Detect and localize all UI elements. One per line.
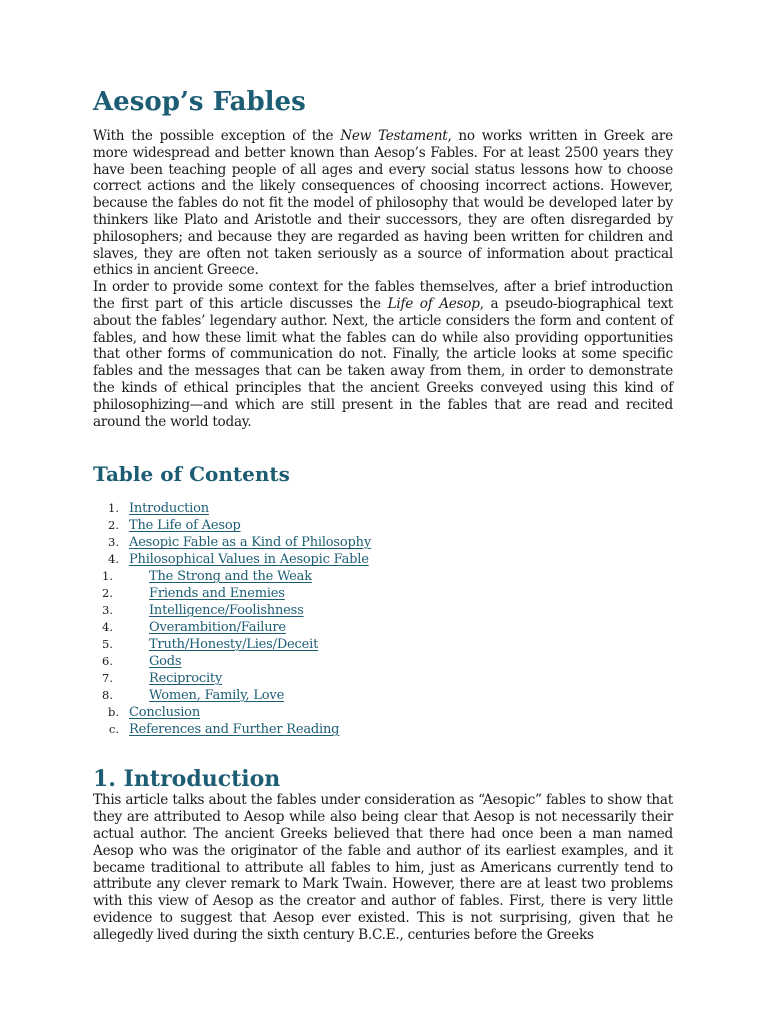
toc-item (93, 704, 673, 721)
toc-subitem (93, 636, 673, 653)
toc-link-friends-and-enemies[interactable]: Friends and Enemies (149, 586, 285, 602)
intro-paragraph-1 (93, 128, 673, 279)
toc-link-references[interactable]: References and Further Reading (129, 722, 340, 738)
intro-p1-text-a: With the possible exception of the (93, 128, 341, 144)
toc-link-conclusion[interactable]: Conclusion (129, 705, 200, 721)
toc-subitem (93, 602, 673, 619)
intro-p1-text-b: , no works written in Greek are more widespread and better known than Aesop’s Fables. For at least 2500 years they have been teaching people of all ages and every social status lessons how to choose correct actions and the likely consequences of choosing incorrect actions. However, because the fables do not fit the model of philosophy that would be developed later by thinkers like Plato and Aristotle and their successors, they are often disregarded by philosophers; and because they are regarded as having been written for children and slaves, they are often not taken seriously as a source of information about practical ethics in ancient Greece. (93, 128, 673, 279)
toc-link-intelligence[interactable]: Intelligence/Foolishness (149, 603, 304, 619)
table-of-contents (93, 500, 673, 738)
intro-p2-text-a: In order to provide some context for the fables themselves, after a brief introduction the first part of this article discusses the (93, 279, 673, 312)
toc-item-number: 3. (102, 603, 113, 618)
section-heading-introduction: 1. Introduction (93, 766, 281, 793)
toc-link-life-of-aesop[interactable]: The Life of Aesop (129, 518, 241, 534)
toc-link-reciprocity[interactable]: Reciprocity (149, 671, 223, 687)
toc-item-number: 6. (102, 654, 113, 669)
toc-subitem (93, 670, 673, 687)
toc-link-gods[interactable]: Gods (149, 654, 182, 670)
intro-p2-text-b: , a pseudo-biographical text about the fables’ legendary author. Next, the article considers the form and content of fables, and how these limit what the fables can do while also providing opportunities that other forms of communication do not. Finally, the article looks at some specific fables and the messages that can be taken away from them, in order to demonstrate the kinds of ethical principles that the ancient Greeks conveyed using this kind of philosophizing—and which are still present in the fables that are read and recited around the world today. (93, 295, 674, 430)
toc-item (93, 500, 673, 517)
toc-link-philosophical-values[interactable]: Philosophical Values in Aesopic Fable (129, 552, 369, 568)
article-body (93, 84, 673, 944)
toc-item-number: 4. (108, 552, 119, 567)
toc-link-truth-honesty[interactable]: Truth/Honesty/Lies/Deceit (149, 637, 319, 653)
introduction-paragraph: This article talks about the fables under consideration as “Aesopic” fables to show that they are attributed to Aesop while also being clear that Aesop is not necessarily their actual author. The ancient Greeks believed that there had once been a man named Aesop who was the originator of the fable and author of its earliest examples, and it became traditional to attribute all fables to him, just as Americans currently tend to attribute any clever remark to Mark Twain. However, there are at least two problems with this view of Aesop as the creator and author of fables. First, there is very little evidence to suggest that Aesop ever existed. This is not surprising, given that he allegedly lived during the sixth century B.C.E., centuries before the Greeks (93, 792, 673, 943)
toc-item-number: c. (108, 722, 119, 737)
toc-link-introduction[interactable]: Introduction (129, 501, 209, 517)
toc-item-number: 1. (102, 569, 113, 584)
toc-item-number: 8. (102, 688, 113, 703)
toc-subitem (93, 568, 673, 585)
toc-item (93, 534, 673, 551)
toc-item (93, 551, 673, 568)
page-title: Aesop’s Fables (93, 87, 306, 117)
intro-p1-italic: New Testament (340, 128, 448, 144)
toc-item-number: b. (107, 705, 119, 720)
toc-subitem (93, 585, 673, 602)
toc-heading: Table of Contents (93, 462, 290, 487)
toc-item-number: 2. (102, 586, 113, 601)
toc-item-number: 5. (102, 637, 113, 652)
toc-item-number: 7. (102, 671, 113, 686)
toc-subitem (93, 619, 673, 636)
toc-link-overambition[interactable]: Overambition/Failure (149, 620, 286, 636)
toc-item-number: 4. (102, 620, 113, 635)
toc-subitem (93, 687, 673, 704)
toc-item-number: 2. (108, 518, 119, 533)
intro-paragraph-2 (93, 279, 673, 430)
toc-link-strong-and-weak[interactable]: The Strong and the Weak (149, 569, 312, 585)
toc-item-number: 3. (108, 535, 119, 550)
toc-subitem (93, 653, 673, 670)
toc-link-fable-as-philosophy[interactable]: Aesopic Fable as a Kind of Philosophy (129, 535, 371, 551)
toc-item (93, 721, 673, 738)
toc-item-number: 1. (108, 501, 119, 516)
intro-p2-italic: Life of Aesop (387, 295, 480, 312)
toc-link-women-family-love[interactable]: Women, Family, Love (149, 688, 285, 704)
toc-item (93, 517, 673, 534)
